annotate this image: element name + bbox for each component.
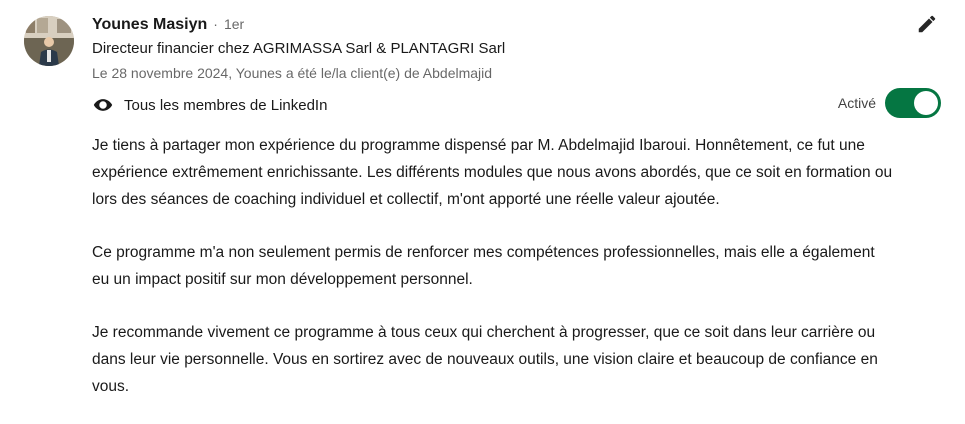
name-line bbox=[92, 14, 941, 35]
recommendation-paragraph: Je recommande vivement ce programme à tous ceux qui cherchent à progresser, que ce soit dans leur carrière ou dans leur vie personnelle. Vous en sortirez avec de nouveaux outils, une vision claire et beaucoup de confiance en vous. bbox=[92, 324, 878, 395]
visibility-toggle-group bbox=[838, 88, 941, 118]
recommendation-header bbox=[24, 14, 941, 116]
pencil-icon bbox=[916, 13, 938, 40]
relationship-line: Le 28 novembre 2024, Younes a été le/la client(e) de Abdelmajid bbox=[92, 65, 493, 81]
header-text bbox=[92, 14, 941, 116]
eye-icon bbox=[92, 94, 114, 116]
author-name[interactable]: Younes Masiyn bbox=[92, 16, 208, 33]
degree-separator: · bbox=[213, 16, 218, 32]
toggle-knob bbox=[914, 91, 938, 115]
recommendation-paragraph: Je tiens à partager mon expérience du programme dispensé par M. Abdelmajid Ibaroui. Honnêtement, ce fut une expérience extrêmement enrichissante. Les différents modules que nous avons abordés, que ce soit en formation ou lors des séances de coaching individuel et collectif, m'ont apporté une réelle valeur ajoutée. bbox=[92, 137, 893, 208]
visibility-toggle[interactable] bbox=[885, 88, 941, 118]
recommendation-paragraph: Ce programme m'a non seulement permis de renforcer mes compétences professionnelles, mais elle a également eu un impact positif sur mon développement personnel. bbox=[92, 244, 875, 288]
recommendation-body bbox=[92, 132, 893, 400]
edit-button[interactable] bbox=[911, 10, 943, 42]
visibility-row bbox=[92, 94, 941, 116]
visibility-label: Tous les membres de LinkedIn bbox=[124, 96, 328, 114]
toggle-label: Activé bbox=[837, 95, 876, 111]
avatar[interactable] bbox=[24, 16, 74, 66]
author-headline: Directeur financier chez AGRIMASSA Sarl & PLANTAGRI Sarl bbox=[92, 40, 506, 57]
connection-degree: 1er bbox=[223, 16, 245, 32]
